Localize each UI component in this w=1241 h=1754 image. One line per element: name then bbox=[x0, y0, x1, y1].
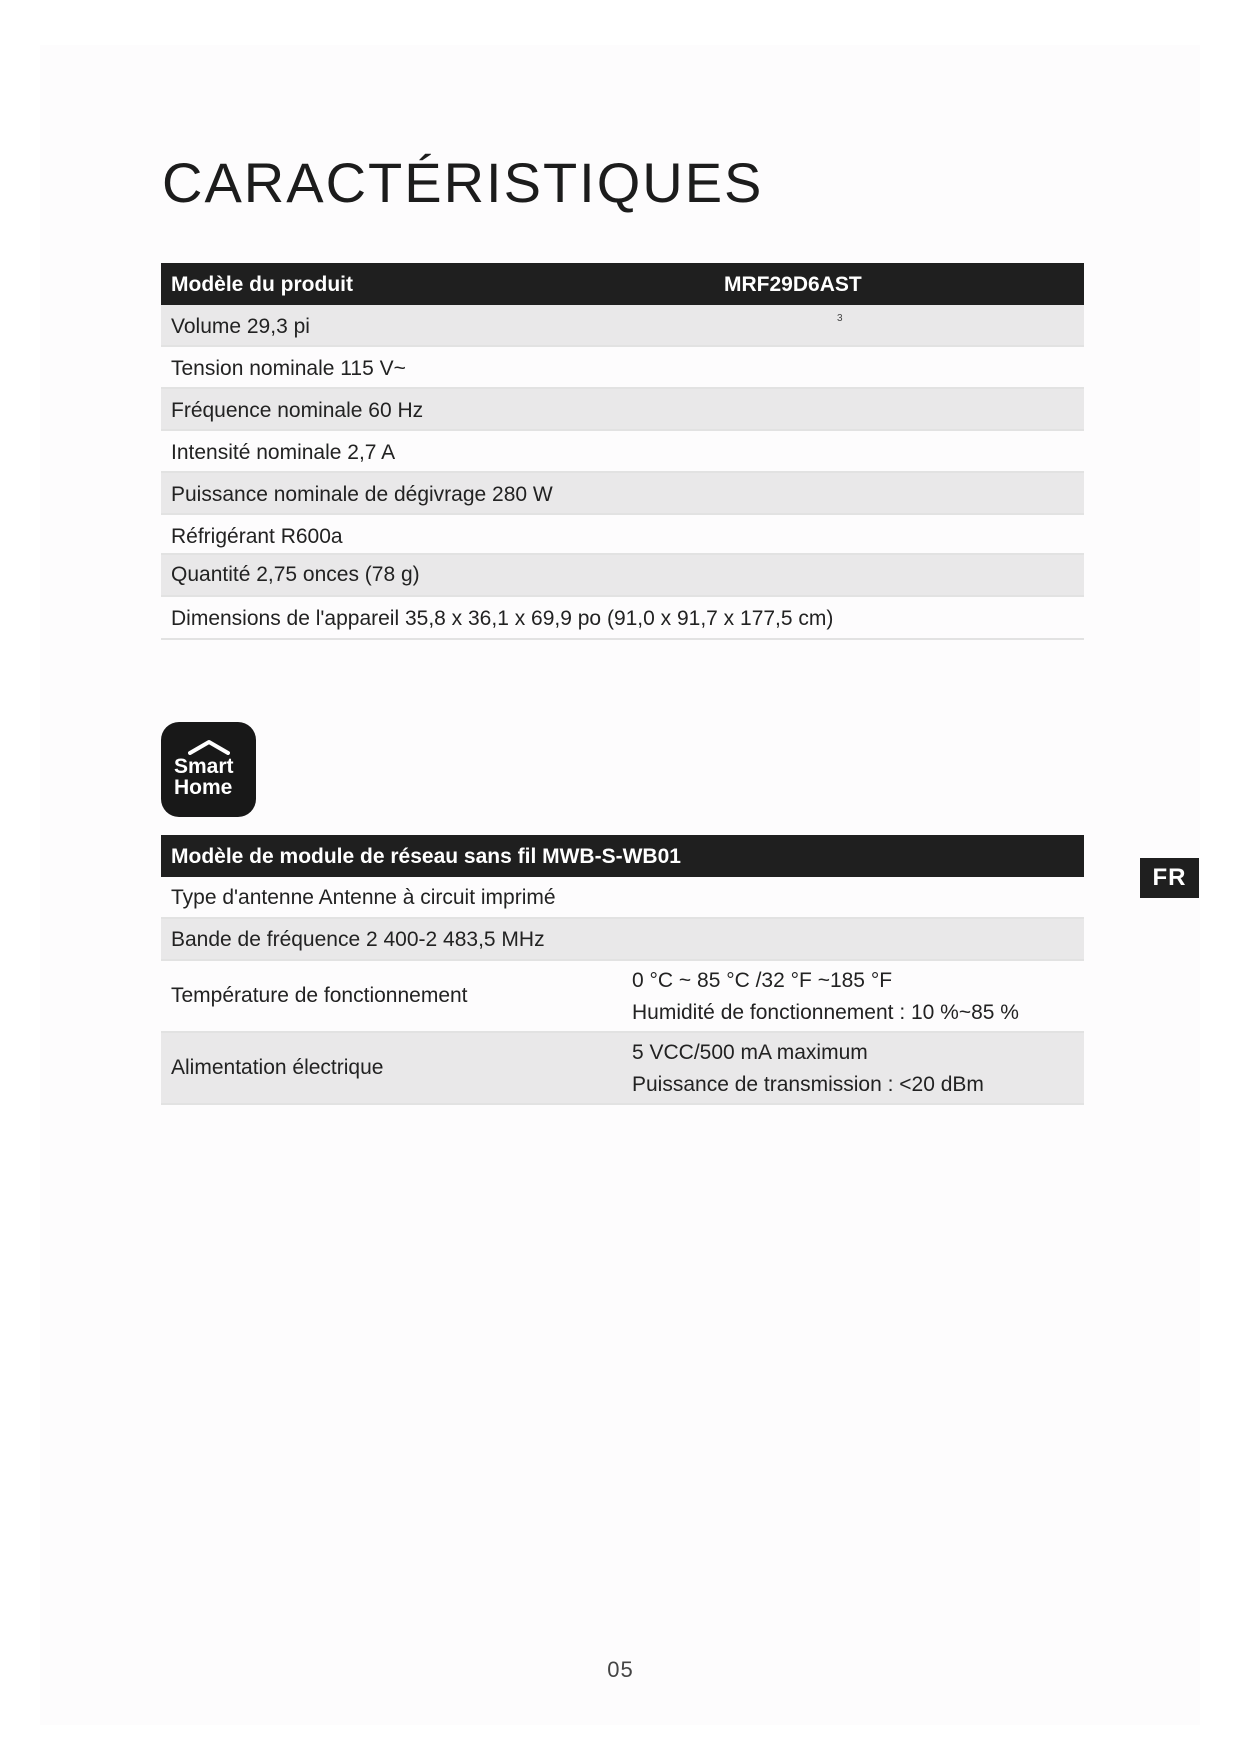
volume-superscript: 3 bbox=[837, 313, 843, 324]
module-table-header bbox=[161, 835, 1084, 877]
transmission-power: Puissance de transmission : <20 dBm bbox=[632, 1073, 984, 1096]
table-row bbox=[161, 919, 1084, 961]
power-supply-rating: 5 VCC/500 mA maximum bbox=[632, 1041, 868, 1064]
spec-power-supply-value bbox=[632, 1037, 984, 1101]
table-row bbox=[161, 877, 1084, 919]
product-spec-table bbox=[161, 263, 1084, 640]
table-row bbox=[161, 597, 1084, 640]
table-row bbox=[161, 961, 1084, 1033]
table-row bbox=[161, 431, 1084, 473]
language-badge: FR bbox=[1140, 858, 1199, 898]
product-model-label: Modèle du produit bbox=[171, 273, 353, 296]
page-number: 05 bbox=[607, 1657, 634, 1682]
spec-operating-temp-label: Température de fonctionnement bbox=[171, 984, 468, 1007]
table-row bbox=[161, 473, 1084, 515]
spec-voltage: Tension nominale 115 V~ bbox=[171, 357, 406, 380]
spec-frequency-band: Bande de fréquence 2 400-2 483,5 MHz bbox=[171, 928, 545, 951]
table-row bbox=[161, 305, 1084, 347]
table-row bbox=[161, 347, 1084, 389]
spec-quantity: Quantité 2,75 onces (78 g) bbox=[171, 563, 420, 586]
operating-temp-range: 0 °C ~ 85 °C /32 °F ~185 °F bbox=[632, 969, 893, 992]
spec-dimensions: Dimensions de l'appareil 35,8 x 36,1 x 69,9 po (91,0 x 91,7 x 177,5 cm) bbox=[171, 607, 834, 630]
table-row bbox=[161, 555, 1084, 597]
spec-defrost-power: Puissance nominale de dégivrage 280 W bbox=[171, 483, 553, 506]
spec-volume: Volume 29,3 pi bbox=[171, 315, 310, 338]
smart-home-logo-line1: Smart bbox=[174, 755, 234, 778]
smart-home-logo bbox=[161, 722, 256, 817]
table-row bbox=[161, 1033, 1084, 1105]
table-row bbox=[161, 389, 1084, 431]
module-model-title: Modèle de module de réseau sans fil MWB-S-WB01 bbox=[171, 845, 681, 868]
house-roof-icon bbox=[188, 739, 230, 755]
spec-antenna-type: Type d'antenne Antenne à circuit imprimé bbox=[171, 886, 556, 909]
product-model-value: MRF29D6AST bbox=[724, 273, 862, 296]
operating-humidity: Humidité de fonctionnement : 10 %~85 % bbox=[632, 1001, 1019, 1024]
spec-operating-temp-value bbox=[632, 965, 1019, 1029]
page-title: CARACTÉRISTIQUES bbox=[162, 151, 764, 214]
spec-current: Intensité nominale 2,7 A bbox=[171, 441, 396, 464]
spec-refrigerant: Réfrigérant R600a bbox=[171, 525, 343, 548]
wireless-module-table bbox=[161, 835, 1084, 1105]
smart-home-logo-line2: Home bbox=[174, 776, 233, 799]
spec-frequency: Fréquence nominale 60 Hz bbox=[171, 399, 424, 422]
spec-power-supply-label: Alimentation électrique bbox=[171, 1056, 384, 1079]
product-table-header bbox=[161, 263, 1084, 305]
table-row bbox=[161, 515, 1084, 555]
